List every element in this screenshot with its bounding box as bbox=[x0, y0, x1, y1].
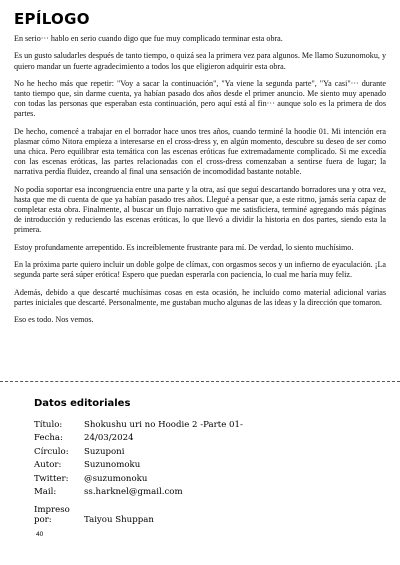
colophon-value: 24/03/2024 bbox=[84, 433, 134, 444]
paragraph: Estoy profundamente arrepentido. Es increíblemente frustrante para mí. De verdad, lo siento muchísimo. bbox=[14, 242, 354, 252]
colophon-label: Impreso por: bbox=[34, 505, 70, 526]
paragraph: Eso es todo. Nos vemos. bbox=[14, 315, 94, 325]
paragraph: Además, debido a que descarté muchísimas cosas en esta ocasión, he incluido como material adicional varias partes iniciales que descarté. Personalmente, me gustaban mucho algunas de las ideas y la dirección que tomaron. bbox=[14, 287, 386, 307]
paragraph: No podía soportar esa incongruencia entre una parte y la otra, así que seguí descartando borradores una y otra vez, hasta que me di cuenta de que ya habían pasado tres años. Llegué a pensar que, a este ritmo, jamás sería capaz de completar esta obra. Finalmente, al buscar un flujo narrativo que me satisficiera, terminé agregando más páginas de introducción y reduciendo las escenas eróticas, lo que llevó a dividir la historia en dos partes, siendo esta la primera. bbox=[14, 184, 386, 235]
colophon-value: Suzunomoku bbox=[84, 460, 141, 471]
dashed-divider bbox=[0, 381, 400, 382]
colophon-heading: Datos editoriales bbox=[34, 398, 131, 409]
colophon-value: Shokushu uri no Hoodie 2 -Parte 01- bbox=[84, 420, 243, 430]
paragraph: En la próxima parte quiero incluir un doble golpe de clímax, con orgasmos secos y un infierno de eyaculación. ¡La segunda parte será súper erótica! Espero que puedan esperarla con paciencia, lo cual me haría muy feliz. bbox=[14, 260, 386, 280]
colophon-label: Fecha: bbox=[34, 433, 63, 444]
colophon-label: Círculo: bbox=[34, 446, 69, 457]
colophon-label: Mail: bbox=[34, 486, 57, 497]
page-title: EPÍLOGO bbox=[14, 10, 90, 28]
colophon-label: Autor: bbox=[34, 460, 62, 471]
paragraph: De hecho, comencé a trabajar en el borrador hace unos tres años, cuando terminé la hoodie 01. Mi intención era plasmar cómo Nitora empieza a interesarse en el cross-dress y, en algún momento, descubre su deseo de ser como una chica. Pero equilibrar esta temática con las escenas eróticas fue extremadamente complicado. Si me excedía con las escenas eróticas, las partes relacionadas con el cross-dress comenzaban a sentirse fuera de lugar; la narrativa perdía fluidez, creando al final una sensación de incomodidad bastante notable. bbox=[14, 126, 386, 177]
email-address: ss.harknel@gmail.com bbox=[84, 486, 183, 497]
epilogue-body bbox=[14, 34, 386, 333]
colophon-label: Título: bbox=[34, 420, 63, 430]
twitter-handle: @suzumonoku bbox=[84, 473, 148, 484]
page-number: 40 bbox=[36, 531, 44, 538]
colophon-label: Twitter: bbox=[34, 473, 69, 484]
paragraph: Es un gusto saludarles después de tanto tiempo, o quizá sea la primera vez para algunos. Me llamo Suzunomoku, y quiero mandar un fuerte agradecimiento a todos los que eligieron adquirir esta obra. bbox=[14, 51, 386, 71]
paragraph: En serio··· hablo en serio cuando digo que fue muy complicado terminar esta obra. bbox=[14, 34, 283, 43]
paragraph: No he hecho más que repetir: "Voy a sacar la continuación", "Ya viene la segunda parte", "Ya casi"··· durante tanto tiempo que, sin darme cuenta, ya habían pasado dos años desde el primer anuncio. Me siento muy apenado con todas las personas que esperaban esta continuación, pero aquí está al fin··· aunque solo es la primera de dos partes. bbox=[14, 79, 386, 119]
colophon-value: Taiyou Shuppan bbox=[84, 515, 154, 526]
colophon-value: Suzuponi bbox=[84, 446, 125, 457]
